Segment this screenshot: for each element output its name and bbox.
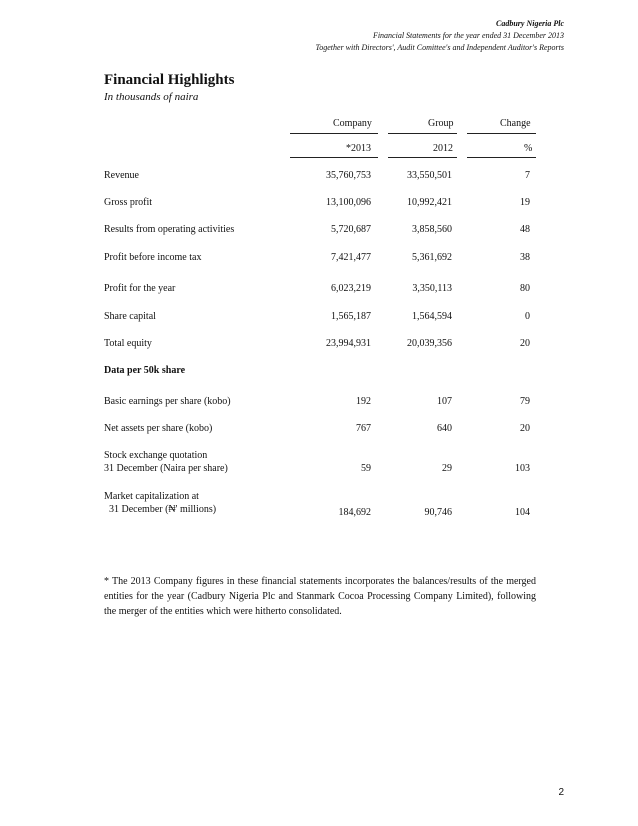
- row-company-value: 59: [361, 463, 371, 474]
- col-change-header: Change: [500, 118, 531, 129]
- row-change-value: 20: [520, 423, 530, 434]
- row-company-value: 1,565,187: [331, 311, 371, 322]
- rule-change-bottom: [467, 157, 536, 158]
- row-company-value: 192: [356, 396, 371, 407]
- section-title: Data per 50k share: [104, 365, 186, 376]
- row-label-line-2: 31 December (Naira per share): [104, 463, 228, 474]
- col-company-header: Company: [333, 118, 372, 129]
- row-change-value: 48: [520, 224, 530, 235]
- header-line-2: Financial Statements for the year ended 31 December 2013: [372, 31, 564, 40]
- row-group-value: 33,550,501: [407, 170, 452, 181]
- col-group-header: Group: [428, 118, 454, 129]
- row-group-value: 10,992,421: [407, 197, 452, 208]
- row-company-value: 6,023,219: [331, 283, 371, 294]
- row-label: Gross profit: [104, 197, 153, 208]
- row-group-value: 640: [437, 423, 452, 434]
- rule-company-top: [290, 133, 378, 134]
- header-company: Cadbury Nigeria Plc: [496, 19, 564, 28]
- col-group-year: 2012: [433, 143, 453, 154]
- row-label: Profit for the year: [104, 283, 176, 294]
- col-company-year: *2013: [346, 143, 371, 154]
- row-label-line-1: Stock exchange quotation: [104, 450, 208, 461]
- rule-group-top: [388, 133, 457, 134]
- row-group-value: 3,350,113: [412, 283, 452, 294]
- row-change-value: 103: [515, 463, 530, 474]
- rule-change-top: [467, 133, 536, 134]
- row-company-value: 35,760,753: [326, 170, 371, 181]
- row-group-value: 107: [437, 396, 452, 407]
- row-company-value: 13,100,096: [326, 197, 371, 208]
- row-label: Total equity: [104, 338, 152, 349]
- row-company-value: 767: [356, 423, 371, 434]
- row-label: Net assets per share (kobo): [104, 423, 213, 434]
- row-group-value: 29: [442, 463, 452, 474]
- rule-company-bottom: [290, 157, 378, 158]
- row-label: Results from operating activities: [104, 224, 235, 235]
- page-header: [316, 18, 564, 54]
- col-change-unit: %: [524, 143, 533, 154]
- footnote: * The 2013 Company figures in these financial statements incorporates the balances/results of the merged entities for the year (Cadbury Nigeria Plc and Stanmark Cocoa Processing Company Limited), following the merger of the entities which were hitherto consolidated.: [104, 576, 536, 617]
- row-group-value: 5,361,692: [412, 252, 452, 263]
- page-title: Financial Highlights: [104, 72, 235, 88]
- row-change-value: 7: [525, 170, 530, 181]
- row-company-value: 5,720,687: [331, 224, 371, 235]
- row-change-value: 80: [520, 283, 530, 294]
- row-label: Revenue: [104, 170, 139, 181]
- row-change-value: 19: [520, 197, 530, 208]
- row-group-value: 90,746: [424, 507, 452, 518]
- row-group-value: 1,564,594: [412, 311, 452, 322]
- row-label: Share capital: [104, 311, 156, 322]
- row-change-value: 79: [520, 396, 530, 407]
- page-subtitle: In thousands of naira: [104, 91, 199, 103]
- header-line-3: Together with Directors', Audit Comittee's and Independent Auditor's Reports: [315, 43, 564, 52]
- row-change-value: 20: [520, 338, 530, 349]
- row-group-value: 20,039,356: [407, 338, 452, 349]
- rule-group-bottom: [388, 157, 457, 158]
- row-group-value: 3,858,560: [412, 224, 452, 235]
- row-change-value: 38: [520, 252, 530, 263]
- row-company-value: 7,421,477: [331, 252, 371, 263]
- row-company-value: 23,994,931: [326, 338, 371, 349]
- page-number: 2: [558, 787, 564, 798]
- row-change-value: 0: [525, 311, 530, 322]
- row-change-value: 104: [515, 507, 530, 518]
- row-company-value: 184,692: [338, 507, 371, 518]
- row-label-line-1: Market capitalization at: [104, 491, 199, 502]
- row-label-line-2: 31 December (₦' millions): [104, 504, 217, 515]
- row-label: Profit before income tax: [104, 252, 202, 263]
- row-label: Basic earnings per share (kobo): [104, 396, 231, 407]
